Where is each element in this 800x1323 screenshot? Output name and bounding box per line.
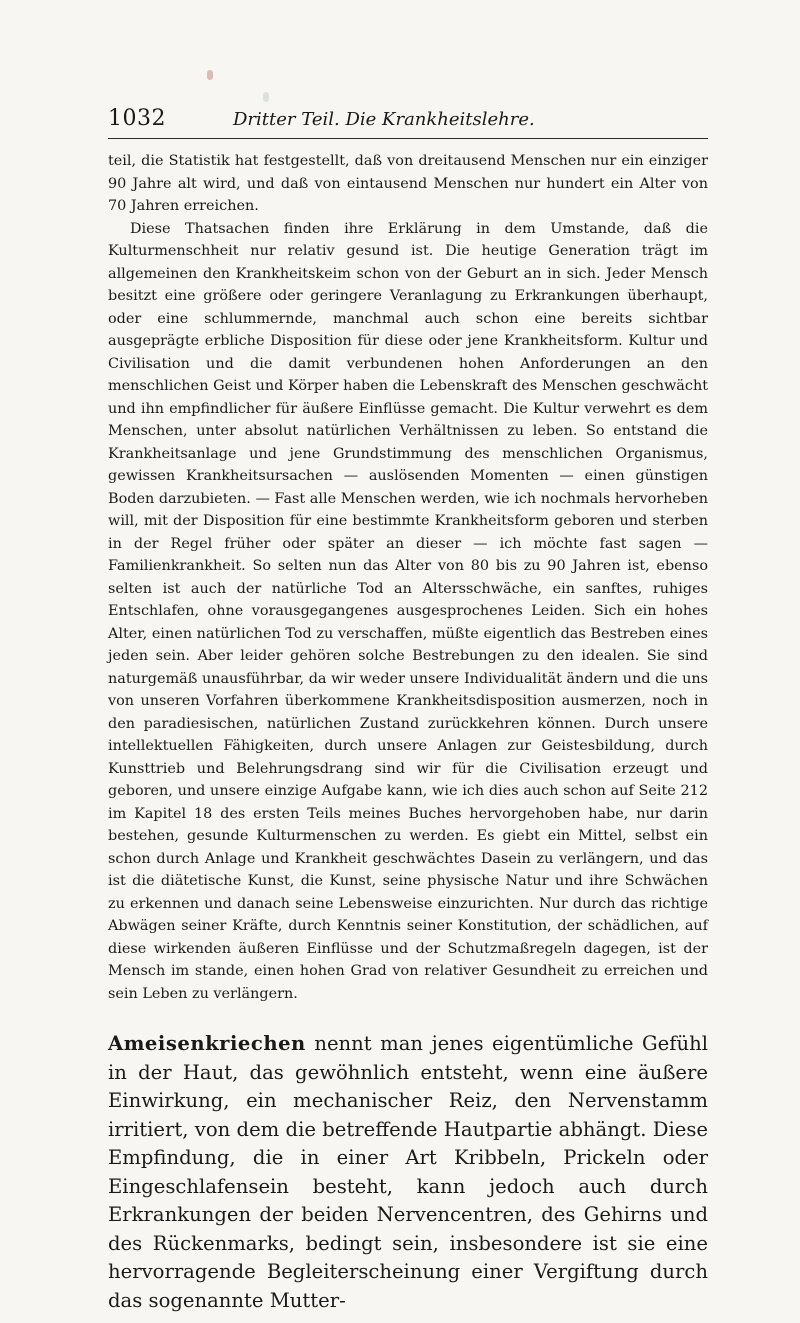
paragraph: Diese Thatsachen finden ihre Erklärung in dem Umstande, daß die Kulturmenschheit nur relativ gesund ist. Die heutige Generation trägt im allgemeinen den Krankheitskeim schon von der Geburt an in sich. Jeder Mensch besitzt eine größere oder geringere Veranlagung zu Erkrankungen überhaupt, oder eine schlummernde, manchmal auch schon eine bereits sichtbar ausgeprägte erbliche Disposition für diese oder jene Krankheitsform. Kultur und Civilisation und die damit verbundenen hohen Anforderungen an den menschlichen Geist und Körper haben die Lebenskraft des Menschen geschwächt und ihn empfindlicher für äußere Einflüsse gemacht. Die Kultur verwehrt es dem Menschen, unter absolut natürlichen Verhältnissen zu leben. So entstand die Krankheitsanlage und jene Grundstimmung des menschlichen Organismus, gewissen Krankheitsursachen — auslösenden Momenten — einen günstigen Boden darzubieten. — Fast alle Menschen werden, wie ich nochmals hervorheben will, mit der Disposition für eine bestimmte Krankheitsform geboren und sterben in der Regel früher oder später an dieser — ich möchte fast sagen — Familienkrankheit. So selten nun das Alter von 80 bis zu 90 Jahren ist, ebenso selten ist auch der natürliche Tod an Altersschwäche, ein sanftes, ruhiges Entschlafen, ohne vorausgegangenes ausgesprochenes Leiden. Sich ein hohes Alter, einen natürlichen Tod zu verschaffen, müßte eigentlich das Bestreben eines jeden sein. Aber leider gehören solche Bestrebungen zu den idealen. Sie sind naturgemäß unausführbar, da wir weder unsere Individualität ändern und die uns von unseren Vorfahren überkommene Krankheitsdisposition ausmerzen, noch in den paradiesischen, natürlichen Zustand zurückkehren können. Durch unsere intellektuellen Fähigkeiten, durch unsere Anlagen zur Geistesbildung, durch Kunsttrieb und Belehrungsdrang sind wir für die Civilisation erzeugt und geboren, und unsere einzige Aufgabe kann, wie ich dies auch schon auf Seite 212 im Kapitel 18 des ersten Teils meines Buches hervorgehoben habe, nur darin bestehen, gesunde Kulturmenschen zu werden. Es giebt ein Mittel, selbst ein schon durch Anlage und Krankheit geschwächtes Dasein zu verlängern, und das ist die diätetische Kunst, die Kunst, seine physische Natur und ihre Schwächen zu erkennen und danach seine Lebensweise einzurichten. Nur durch das richtige Abwägen seiner Kräfte, durch Kenntnis seiner Konstitution, der schädlichen, auf diese wirkenden äußeren Einflüsse und der Schutzmaßregeln dagegen, ist der Mensch im stande, einen hohen Grad von relativer Gesundheit zu erreichen und sein Leben zu verlängern. xyxy=(108,220,708,1002)
entry-text: nennt man jenes eigentümliche Gefühl in der Haut, das gewöhnlich entsteht, wenn eine äußere Einwirkung, ein mechanischer Reiz, den Nervenstamm irritiert, von dem die betreffende Hautpartie abhängt. Diese Empfindung, die in einer Art Kribbeln, Prickeln oder Eingeschlafensein besteht, kann jedoch auch durch Erkrankungen der beiden Nervencentren, des Gehirns und des Rückenmarks, bedingt sein, insbesondere ist sie eine hervorragende Begleiterscheinung einer Vergiftung durch das sogenannte Mutter- xyxy=(108,1032,708,1312)
encyclopedia-entry xyxy=(108,1030,708,1315)
paragraph: teil, die Statistik hat festgestellt, daß von dreitausend Menschen nur ein einziger 90 Jahre alt wird, und daß von eintausend Menschen nur hundert ein Alter von 70 Jahren erreichen. xyxy=(108,153,708,214)
entry-keyword: Ameisenkriechen xyxy=(108,1032,306,1055)
ink-smudge xyxy=(207,70,213,80)
page-header xyxy=(108,104,708,139)
running-title: Dritter Teil. Die Krankheitslehre. xyxy=(233,109,535,130)
page-number: 1032 xyxy=(108,106,166,131)
body-text xyxy=(108,150,708,1005)
entry-paragraph xyxy=(108,1030,708,1315)
ink-smudge xyxy=(263,92,269,102)
